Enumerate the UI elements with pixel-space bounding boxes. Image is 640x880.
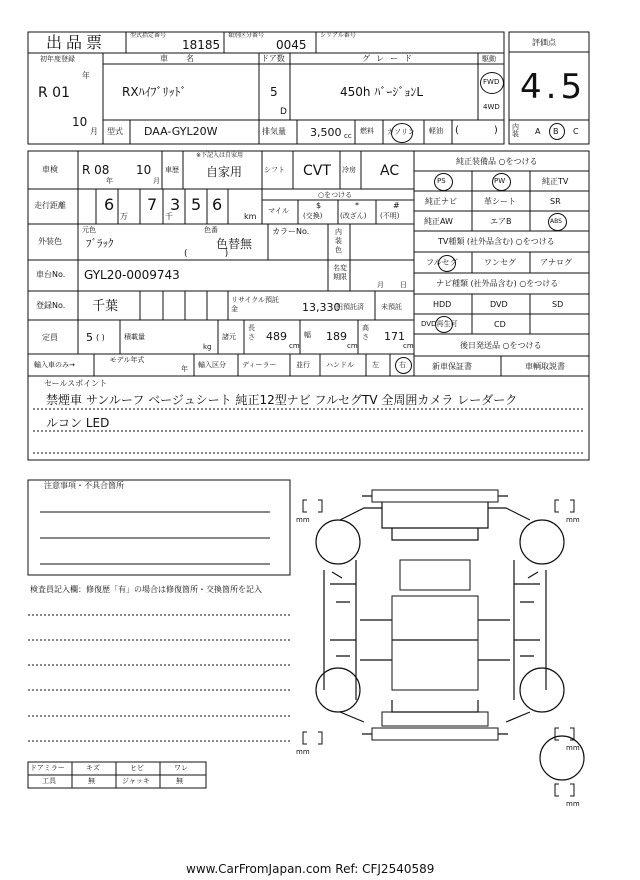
mileage-digit-3: 3 [170, 195, 181, 214]
history-value: 自家用 [206, 165, 243, 179]
length-cm: cm [289, 342, 300, 350]
month-unit: 月 [90, 127, 98, 136]
form-title: 出品票 [46, 33, 107, 52]
later-warranty: 新車保証書 [432, 362, 472, 371]
unknown-label: (不明) [380, 212, 400, 220]
later-title: 後日発送品 ○をつける [460, 341, 542, 350]
chassis-label: 車台No. [36, 270, 66, 279]
model-number-label: 型式指定番号 [130, 32, 167, 39]
navi-cd: CD [494, 320, 506, 329]
navi-hdd: HDD [433, 300, 452, 309]
sales-line-2: ルコン LED [46, 416, 110, 430]
width-label: 幅 [304, 331, 311, 339]
name-change-month: 月 [377, 281, 384, 289]
inspection-month: 10 [136, 163, 152, 177]
equip-title: 純正装備品 ○をつける [456, 157, 538, 166]
ac-label: 冷房 [342, 166, 356, 174]
orig-color: ﾌﾞﾗｯｸ [86, 237, 114, 250]
orig-color-label: 元色 [82, 226, 96, 234]
reg-label: 登録No. [36, 301, 66, 310]
mileage-label: 走行距離 [34, 201, 66, 210]
tv-oneseg: ワンセグ [484, 258, 516, 267]
legend-jack: ジャッキ [122, 777, 150, 785]
mileage-digit-1: 6 [104, 195, 115, 214]
fuel-value: ガソリン [387, 128, 415, 136]
length-label: 長さ [248, 324, 255, 341]
model-year-label: モデル年式 [109, 356, 145, 364]
equip-ps: PS [437, 177, 446, 185]
interior-a: A [535, 127, 541, 136]
mm-rear-left: mm [296, 748, 310, 756]
class-number-label: 類別区分番号 [228, 32, 265, 39]
drive-label: 駆動 [482, 55, 496, 63]
navi-title: ナビ種類 (社外品含む) ○をつける [436, 279, 559, 288]
type-value: DAA-GYL20W [144, 125, 218, 138]
model-number: 18185 [182, 38, 221, 52]
handle-label: ハンドル [326, 361, 354, 369]
length-value: 489 [266, 330, 287, 343]
ac-value: AC [380, 163, 400, 179]
exterior-color-label: 外装色 [38, 237, 62, 246]
legend-jack-value: 無 [176, 777, 183, 785]
mm-rear-right: mm [566, 744, 580, 752]
mm-spare: mm [566, 800, 580, 808]
capacity-value: 5 [86, 331, 93, 344]
drive-fwd: FWD [483, 78, 500, 86]
repaint-value: 色替無 [216, 237, 253, 251]
load-unit: kg [203, 343, 212, 351]
equip-leather: 革シート [484, 197, 516, 206]
navi-dvd: DVD [490, 300, 508, 309]
footer-watermark: www.CarFromJapan.com Ref: CFJ2540589 [186, 862, 435, 876]
tv-fullseg: フルセグ [426, 258, 458, 267]
mm-front-left: mm [296, 516, 310, 524]
mileage-digit-5: 6 [212, 195, 223, 214]
later-manual: 車輌取説書 [525, 362, 565, 371]
exchange-symbol: $ [316, 201, 322, 210]
tamper-symbol: * [355, 201, 359, 210]
unknown-symbol: # [393, 201, 400, 210]
parallel-label: 並行 [296, 361, 310, 369]
car-diagram [316, 490, 584, 780]
navi-sd: SD [552, 300, 564, 309]
displacement-label: 排気量 [262, 127, 286, 136]
recycle-amount: 13,330 [302, 301, 341, 314]
grade-label: グレード [362, 54, 418, 63]
inspection-year: R 08 [82, 163, 110, 177]
import-class-label: 輸入区分 [198, 361, 226, 369]
equip-sr: SR [550, 197, 561, 206]
legend-scratch: キズ [86, 764, 100, 772]
inspection-year-unit: 年 [106, 177, 113, 185]
grade-value: 450h ﾊﾞｰｼﾞｮﾝL [340, 85, 424, 99]
history-label: 車歴 [165, 166, 179, 174]
color-no-label: 色番 [204, 226, 218, 234]
interior-c: C [573, 127, 579, 136]
diesel-label: 軽油 [429, 127, 443, 135]
chassis-value: GYL20-0009743 [84, 268, 180, 282]
import-label: 輸入車のみ→ [34, 361, 75, 369]
mm-front-right: mm [566, 516, 580, 524]
sales-label: セールスポイント [44, 379, 108, 388]
displacement-value: 3,500 [310, 126, 342, 139]
load-label: 積載量 [124, 333, 145, 341]
interior-color-label: 内装色 [335, 228, 342, 254]
shift-label: シフト [264, 166, 285, 174]
doors-value: 5 [270, 85, 278, 99]
recycle-label: リサイクル預託金 [231, 296, 280, 313]
history-note: ※下記入は自家用 [196, 152, 244, 159]
recycle-unit: 円預託済 [336, 303, 364, 311]
unit-man: 万 [120, 212, 128, 221]
door-type: D [280, 107, 287, 117]
name-change-day: 日 [400, 281, 407, 289]
equip-aw: 純正AW [424, 217, 453, 226]
mark-note: ○をつける [318, 191, 353, 199]
color-code-label: カラーNo. [272, 227, 310, 236]
fuel-label: 燃料 [360, 127, 374, 135]
serial-label: シリアル番号 [320, 32, 356, 39]
capacity-unit: ( ) [96, 333, 105, 342]
height-value: 171 [384, 330, 405, 343]
tv-title: TV種類 (社外品含む) ○をつける [438, 237, 555, 246]
interior-b: B [553, 127, 559, 136]
legend-break: ワレ [174, 764, 188, 772]
height-label: 高さ [362, 324, 369, 341]
tamper-label: (改ざん) [340, 212, 367, 220]
equip-abs: ABS [550, 218, 562, 225]
name-change-label: 名変期限 [333, 264, 347, 281]
type-label: 型式 [107, 127, 123, 136]
class-number: 0045 [276, 38, 307, 52]
car-name: RXﾊｲﾌﾞﾘｯﾄﾞ [122, 85, 187, 99]
caution-label: 注意事項・不具合箇所 [44, 481, 124, 490]
cc-unit: cc [344, 132, 352, 140]
grade-score: 4.5 [520, 67, 587, 107]
year-unit: 年 [82, 71, 90, 80]
mileage-digit-2: 7 [147, 195, 158, 214]
exchange-label: (交換) [303, 212, 323, 220]
mile-label: マイル [268, 207, 289, 215]
equip-airbag: エアB [490, 217, 512, 226]
not-deposit: 未預託 [381, 303, 402, 311]
legend-crack: ヒビ [130, 764, 144, 772]
width-cm: cm [347, 342, 358, 350]
interior-label: 内装 [512, 123, 519, 138]
equip-navi: 純正ナビ [425, 197, 457, 206]
width-value: 189 [326, 330, 347, 343]
left-handle: 左 [372, 361, 379, 369]
inspection-month-unit: 月 [153, 177, 160, 185]
inspector-label: 検査員記入欄：修復歴「有」の場合は修復箇所・交換箇所を記入 [30, 585, 262, 594]
capacity-label: 定員 [42, 333, 58, 342]
equip-tv: 純正TV [542, 177, 569, 186]
tv-analog: アナログ [540, 258, 572, 267]
dims-label: 諸元 [222, 333, 236, 341]
mileage-digit-4: 5 [191, 195, 202, 214]
model-year-unit: 年 [181, 365, 188, 373]
legend-mirror: ドアミラー [30, 764, 65, 772]
first-reg-year: R 01 [38, 85, 70, 101]
right-handle: 右 [399, 361, 406, 369]
grade-score-label: 評価点 [532, 38, 556, 47]
equip-pw: PW [494, 177, 506, 185]
first-reg-label: 初年度登録 [40, 55, 75, 63]
car-name-label: 車名 [160, 54, 212, 63]
doors-label: ドア数 [261, 54, 285, 63]
unit-km: km [244, 212, 257, 221]
drive-4wd: 4WD [483, 103, 500, 111]
shift-value: CVT [303, 163, 331, 179]
legend-tools-value: 無 [88, 777, 95, 785]
legend-tools: 工具 [42, 777, 56, 785]
sales-line-1: 禁煙車 サンルーフ ベージュシート 純正12型ナビ フルセグTV 全周囲カメラ レーダーク [46, 393, 518, 407]
first-reg-month: 10 [72, 115, 88, 129]
reg-value: 千葉 [92, 299, 119, 314]
dealer-label: ディーラー [242, 361, 277, 369]
height-cm: cm [403, 342, 414, 350]
unit-sen: 千 [165, 212, 173, 221]
navi-dvdplay: DVD再生可 [421, 320, 458, 328]
inspection-label: 車検 [42, 165, 58, 174]
